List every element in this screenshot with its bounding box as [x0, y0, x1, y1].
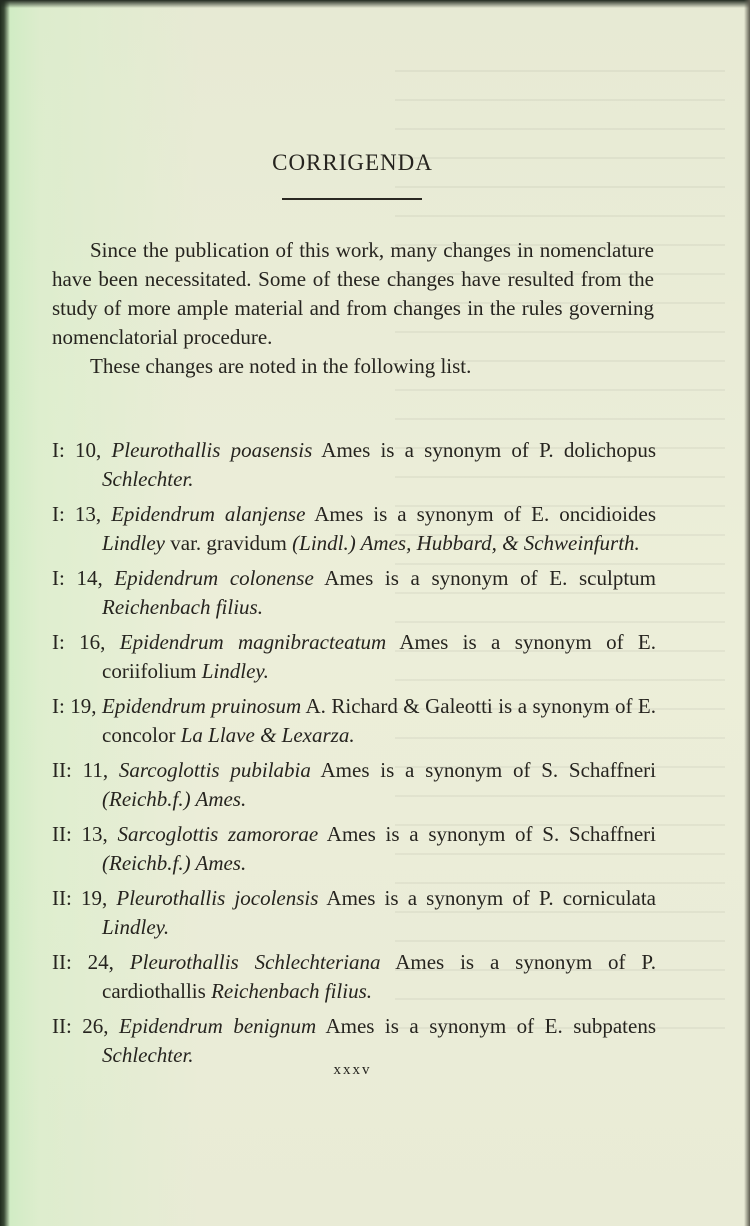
entry-ref: I: 14, [52, 566, 103, 590]
list-item [52, 756, 656, 814]
list-item [52, 948, 656, 1006]
entry-text: Ames is a synonym of P. cardiothallis [102, 950, 656, 1003]
corrigenda-list [52, 436, 656, 1076]
entry-name: Epidendrum pruinosum [102, 694, 302, 718]
list-item [52, 436, 656, 494]
entry-author: (Reichb.f.) Ames. [102, 787, 247, 811]
list-item [52, 628, 656, 686]
entry-ref: II: 19, [52, 886, 108, 910]
list-item [52, 884, 656, 942]
entry-name: Pleurothallis poasensis [111, 438, 313, 462]
entry-author: Reichenbach filius. [102, 595, 263, 619]
entry-author: (Reichb.f.) Ames. [102, 851, 247, 875]
list-item [52, 500, 656, 558]
entry-name: Epidendrum magnibracteatum [119, 630, 387, 654]
entry-name: Pleurothallis Schlechteriana [129, 950, 381, 974]
entry-name: Sarcoglottis pubilabia [118, 758, 311, 782]
entry-author: La Llave & Lexarza. [180, 723, 355, 747]
entry-ref: I: 10, [52, 438, 102, 462]
entry-text: A. Richard & Galeotti is a synonym of E. concolor [102, 694, 656, 747]
entry-ref: I: 13, [52, 502, 102, 526]
entry-ref: II: 26, [52, 1014, 109, 1038]
list-item [52, 820, 656, 878]
top-page-edge [0, 0, 750, 8]
entry-ref: I: 19, [52, 694, 97, 718]
intro-text [52, 236, 654, 381]
entry-text: Ames is a synonym of P. dolichopus [312, 438, 657, 462]
entry-author: Schlechter. [102, 467, 194, 491]
entry-author: Lindley [102, 531, 165, 555]
page-title: CORRIGENDA [272, 150, 433, 175]
entry-text: Ames is a synonym of E. sculptum [313, 566, 656, 590]
page-number: xxxv [333, 1062, 372, 1078]
entry-name: Epidendrum alanjense [111, 502, 306, 526]
intro-paragraph: Since the publication of this work, many changes in nomenclature have been necessitated. Some of these changes have resulted from the study of more ample material and from changes in the rules governing nomenclatorial procedure. [52, 238, 654, 349]
entry-author-2: (Lindl.) Ames, Hubbard, & Schweinfurth. [292, 531, 640, 555]
entry-author: Lindley. [201, 659, 269, 683]
entry-text: Ames is a synonym of S. Schaffneri [318, 822, 657, 846]
entry-ref: II: 24, [52, 950, 114, 974]
list-item [52, 564, 656, 622]
entry-ref: II: 11, [52, 758, 109, 782]
right-page-edge [744, 0, 750, 1226]
entry-text: Ames is a synonym of E. subpatens [316, 1014, 657, 1038]
left-page-edge [0, 0, 10, 1226]
entry-ref: II: 13, [52, 822, 108, 846]
entry-name: Epidendrum colonense [114, 566, 314, 590]
entry-author: Reichenbach filius. [211, 979, 373, 1003]
list-item [52, 692, 656, 750]
entry-author: Schlechter. [102, 1043, 194, 1067]
entry-text-2: var. gravidum [165, 531, 293, 555]
entry-ref: I: 16, [52, 630, 106, 654]
entry-name: Epidendrum benignum [119, 1014, 317, 1038]
entry-name: Sarcoglottis zamororae [117, 822, 319, 846]
entry-author: Lindley. [102, 915, 170, 939]
entry-text: Ames is a synonym of P. corniculata [318, 886, 657, 910]
entry-text: Ames is a synonym of E. coriifolium [102, 630, 656, 683]
title-rule [282, 198, 422, 200]
entry-name: Pleurothallis jocolensis [116, 886, 319, 910]
entry-text: Ames is a synonym of S. Schaffneri [310, 758, 657, 782]
intro-paragraph: These changes are noted in the following list. [90, 354, 472, 378]
entry-text: Ames is a synonym of E. oncidioides [305, 502, 657, 526]
